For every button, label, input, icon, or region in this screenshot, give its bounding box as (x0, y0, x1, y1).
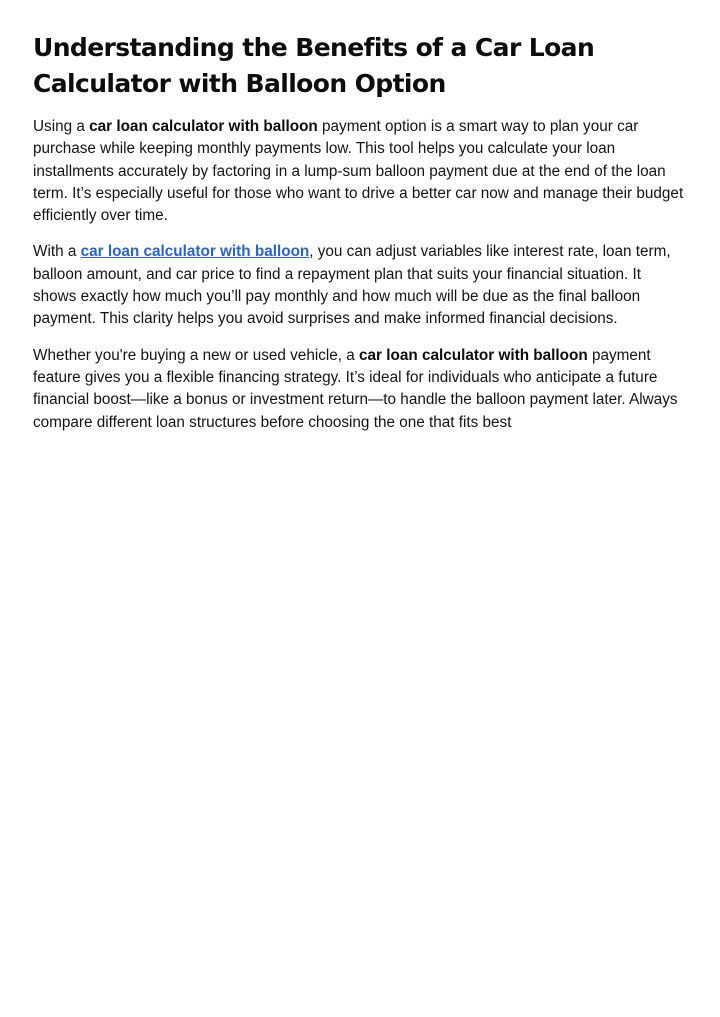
keyword-bold: car loan calculator with balloon (359, 346, 588, 364)
paragraph-text: , you can adjust variables like interest rate, loan term, balloon amount, and car price to find a repayment plan that suits your financial situation. It shows exactly how much you’ll pay monthly and how much will be due as the final balloon payment. This clarity helps you avoid surprises and make informed financial decisions. (33, 243, 671, 328)
paragraph-text: payment feature gives you a flexible financing strategy. It’s ideal for individuals who anticipate a future financial boost—like a bonus or investment return—to handle the balloon payment later. Always compare different loan structures before choosing the one that fits best (33, 346, 678, 431)
calculator-link[interactable]: car loan calculator with balloon (80, 243, 310, 261)
page-title: Understanding the Benefits of a Car Loan Calculator with Balloon Option (33, 33, 595, 98)
keyword-bold: car loan calculator with balloon (89, 118, 318, 135)
paragraph-text: payment option is a smart way to plan your car purchase while keeping monthly payments low. This tool helps you calculate your loan installments accurately by factoring in a lump-sum balloon payment due at the end of the loan term. It’s especially useful for those who want to drive a better car now and manage their budget efficiently over time. (33, 118, 684, 225)
paragraph-intro (33, 116, 688, 227)
paragraph-text: Whether you're buying a new or used vehicle, a (33, 346, 360, 364)
article (33, 30, 688, 448)
paragraph-features (33, 241, 688, 330)
paragraph-text: Using a (33, 118, 90, 135)
paragraph-strategy (33, 345, 688, 434)
paragraph-text: With a (33, 243, 81, 261)
